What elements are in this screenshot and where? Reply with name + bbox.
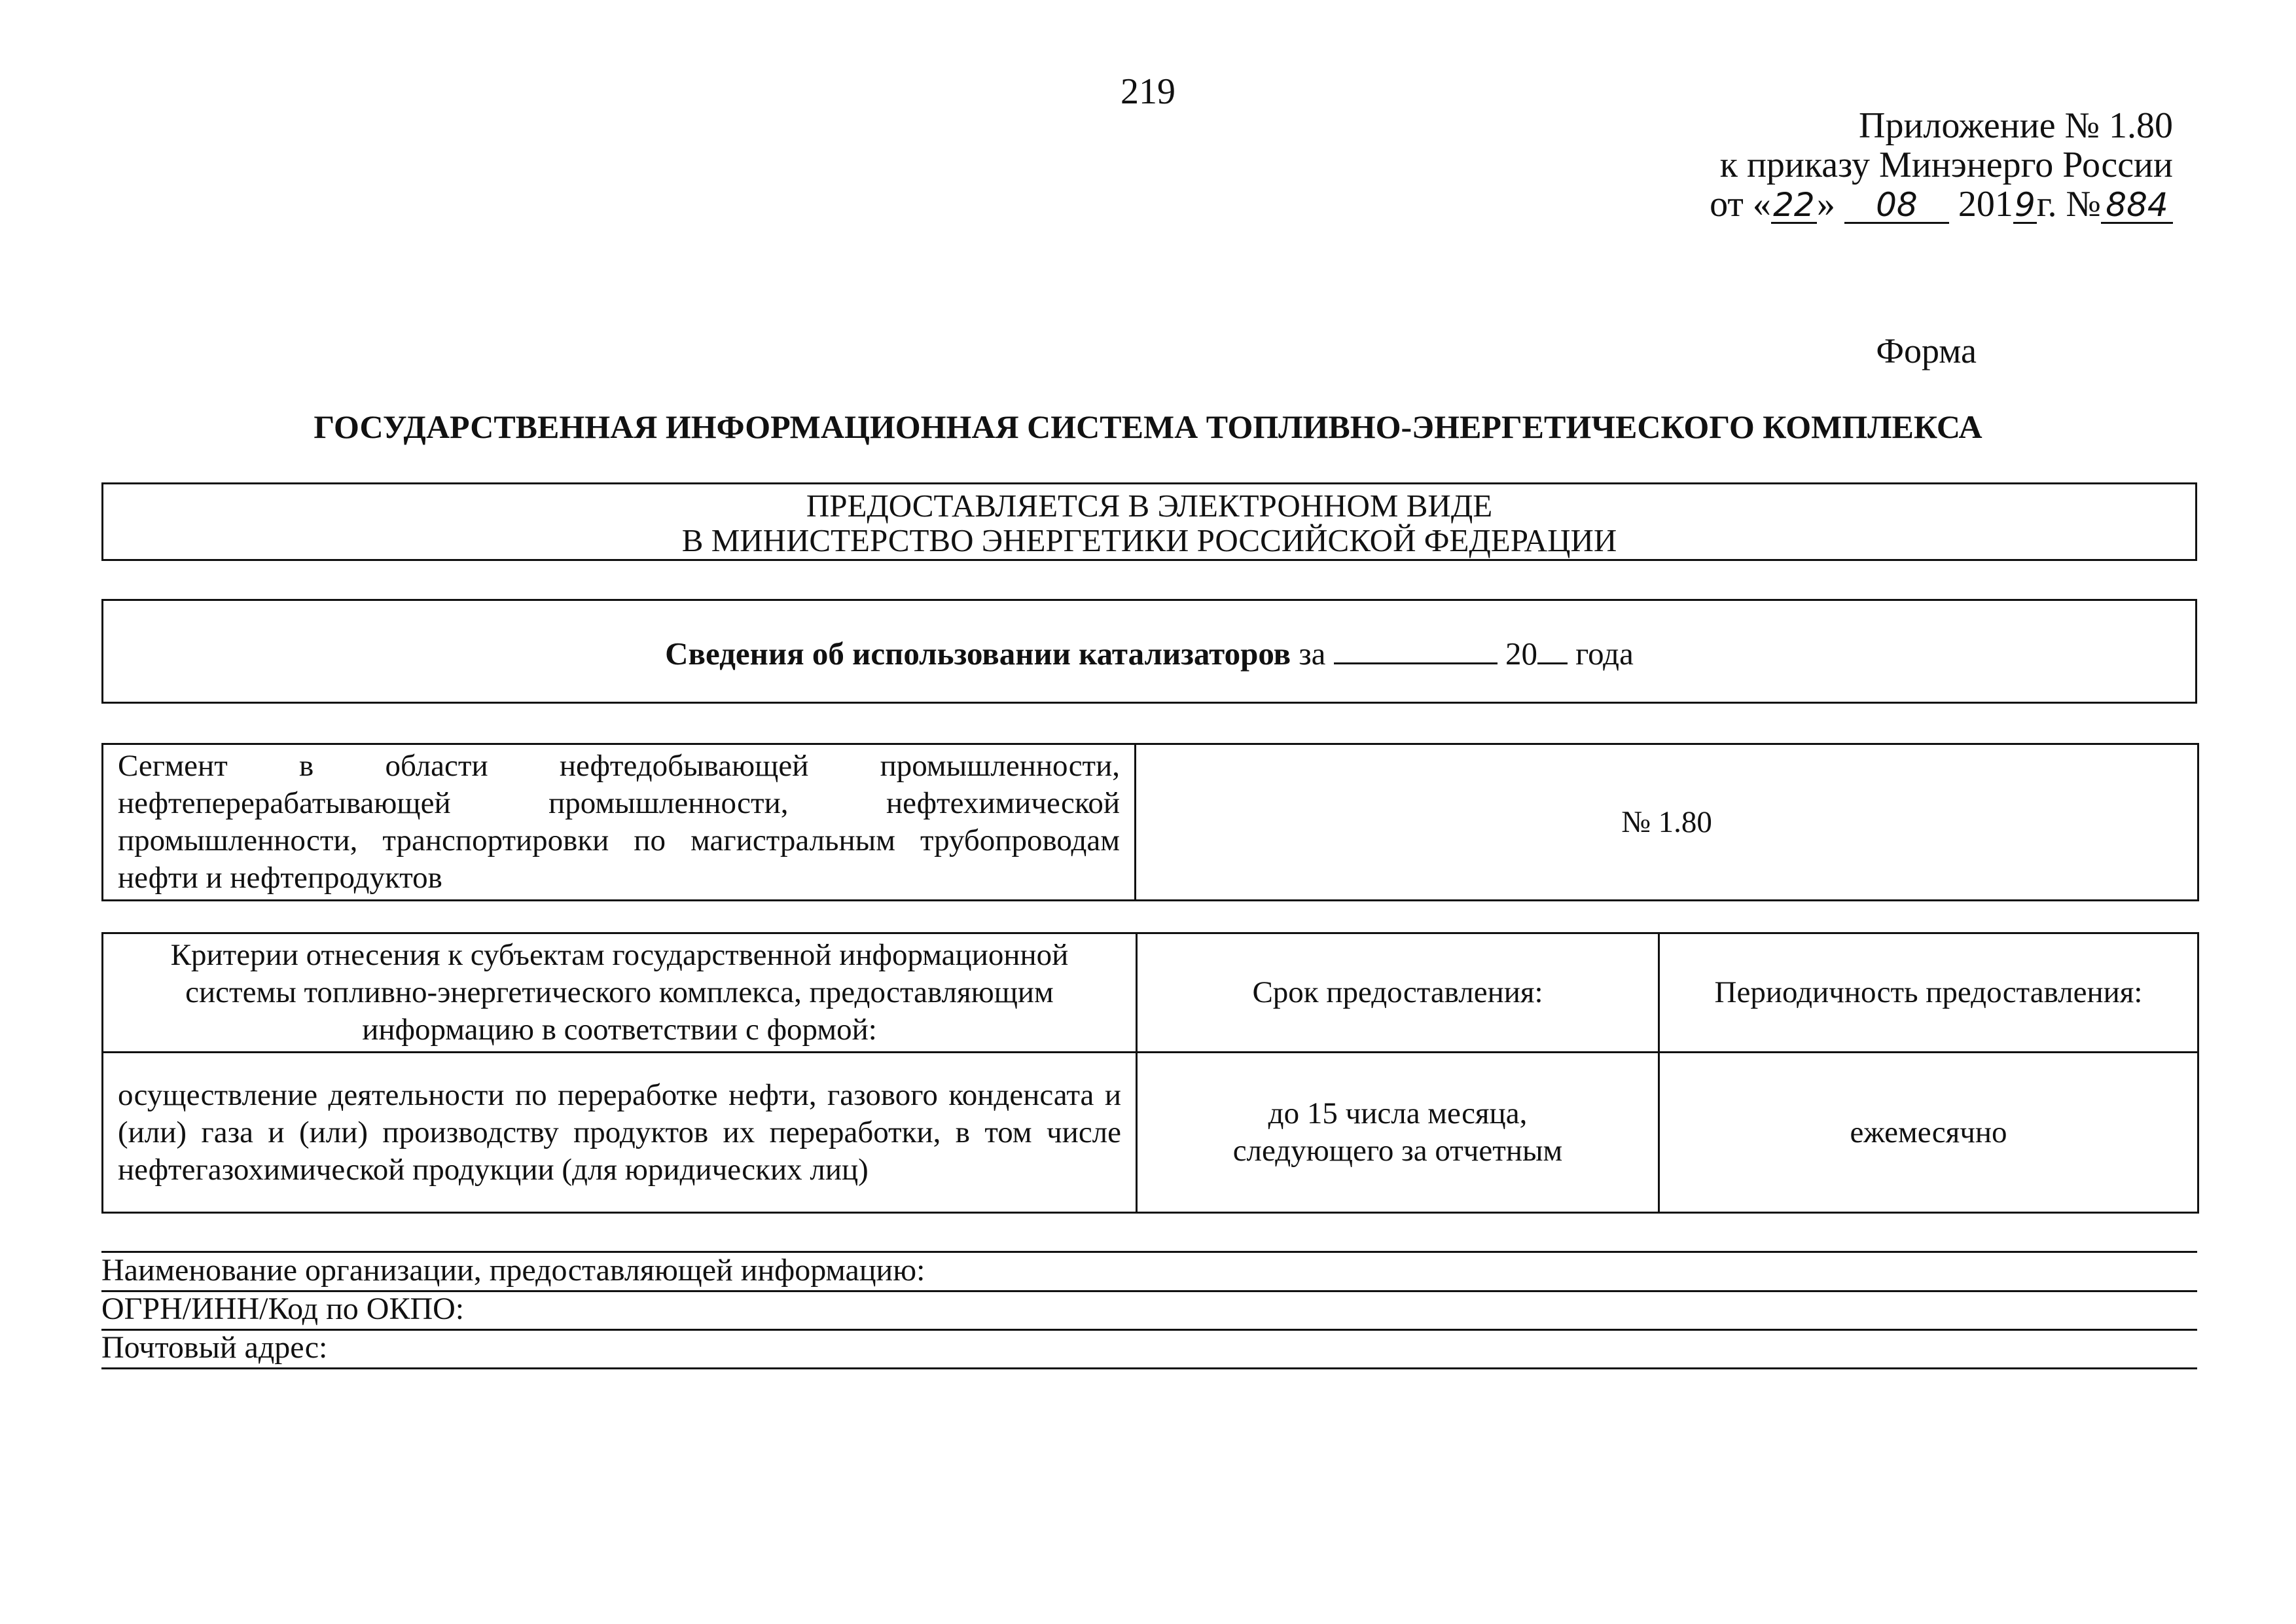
appendix-reference <box>1492 106 2173 224</box>
ogrn-inn-okpo-field[interactable]: ОГРН/ИНН/Код по ОКПО: <box>101 1291 2197 1331</box>
deadline-header: Срок предоставления: <box>1137 933 1659 1053</box>
periodicity-cell: ежемесячно <box>1659 1053 2198 1213</box>
segment-description: Сегмент в области нефтедобывающей промышленности, нефтеперерабатывающей промышленности, нефтехимической промышленности, транспортировки по магистральным трубопроводам нефти и нефтепродуктов <box>103 744 1136 901</box>
report-title-box: Сведения об использовании катализаторов за 20 года <box>101 599 2197 704</box>
criteria-header: Критерии отнесения к субъектам государственной информационной системы топливно-энергетического комплекса, предоставляющим информацию в соответствии с формой: <box>103 933 1137 1053</box>
deadline-cell: до 15 числа месяца, следующего за отчетным <box>1137 1053 1659 1213</box>
submission-notice-box <box>101 482 2197 561</box>
criteria-cell: осуществление деятельности по переработке нефти, газового конденсата и (или) газа и (или) производству продуктов их переработки, в том числе нефтегазохимической продукции (для юридических лиц) <box>103 1053 1137 1213</box>
handwritten-month: 08 <box>1844 188 1949 224</box>
appendix-title: Приложение № 1.80 <box>1859 105 2173 146</box>
form-label: Форма <box>1876 331 1977 370</box>
page-number: 219 <box>1121 71 1175 112</box>
submission-notice-line1: ПРЕДОСТАВЛЯЕТСЯ В ЭЛЕКТРОННОМ ВИДЕ <box>806 488 1493 524</box>
handwritten-year-digit: 9 <box>2013 188 2037 224</box>
handwritten-order-number: 884 <box>2101 188 2173 224</box>
handwritten-day: 22 <box>1771 188 1817 224</box>
org-name-field[interactable]: Наименование организации, предоставляющей информацию: <box>101 1252 2197 1292</box>
form-number: № 1.80 <box>1136 744 2198 901</box>
system-title: ГОСУДАРСТВЕННАЯ ИНФОРМАЦИОННАЯ СИСТЕМА ТОПЛИВНО-ЭНЕРГЕТИЧЕСКОГО КОМПЛЕКСА <box>314 408 1982 445</box>
appendix-order-date: от «22» 08 2019г. № 884 <box>1492 185 2173 224</box>
postal-address-field[interactable]: Почтовый адрес: <box>101 1329 2197 1369</box>
periodicity-header: Периодичность предоставления: <box>1659 933 2198 1053</box>
report-title: Сведения об использовании катализаторов <box>665 636 1291 672</box>
submission-notice-line2: В МИНИСТЕРСТВО ЭНЕРГЕТИКИ РОССИЙСКОЙ ФЕДЕРАЦИИ <box>681 522 1617 558</box>
year-blank <box>1537 632 1568 664</box>
segment-table <box>101 743 2199 901</box>
criteria-table <box>101 932 2199 1214</box>
appendix-order-ref: к приказу Минэнерго России <box>1719 145 2173 185</box>
period-blank <box>1334 632 1498 664</box>
